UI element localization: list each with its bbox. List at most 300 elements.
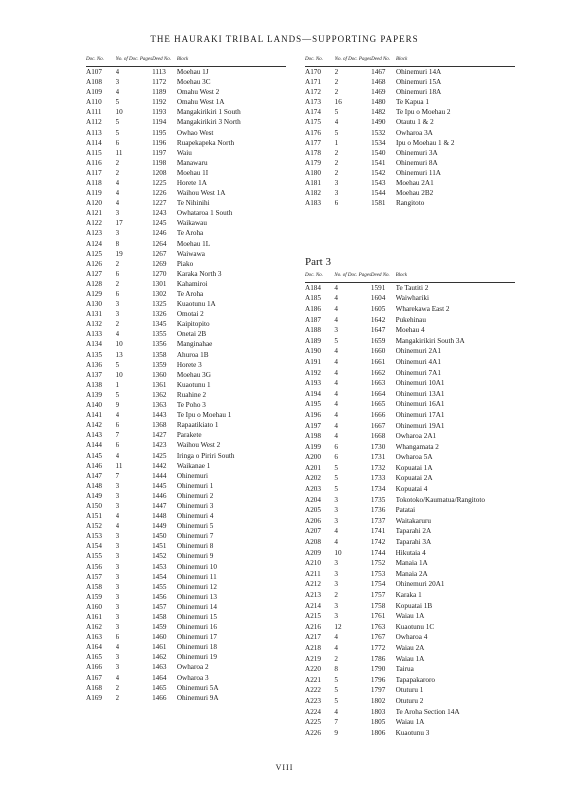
doc-pages-cell: 4 [334, 400, 338, 409]
doc-no-cell: A199 [305, 442, 321, 451]
block-cell: Ruapekapeka North [176, 138, 235, 147]
doc-pages-cell: 5 [334, 485, 338, 494]
table-row [305, 97, 515, 107]
deed-table-right [305, 56, 515, 208]
doc-no-cell: A179 [305, 158, 321, 167]
doc-pages-cell: 17 [115, 219, 123, 228]
doc-pages-cell: 6 [334, 199, 339, 208]
table-row [305, 367, 515, 378]
doc-pages-cell: 4 [115, 178, 120, 187]
deed-no-cell: 1194 [152, 118, 167, 127]
block-cell: Te Aroha [176, 290, 204, 299]
table-row [86, 491, 286, 501]
block-cell: Waitakaruru [395, 516, 431, 525]
doc-pages-cell: 4 [115, 673, 120, 682]
doc-no-cell: A152 [86, 522, 102, 531]
doc-pages-cell: 6 [334, 453, 338, 462]
block-cell: Ohinemuri [176, 471, 208, 480]
deed-no-cell: 1450 [152, 532, 167, 541]
block-cell: Otuturu 2 [395, 696, 424, 705]
table-row [305, 526, 515, 537]
doc-pages-cell: 3 [115, 300, 120, 309]
doc-pages-cell: 2 [115, 158, 120, 167]
block-cell: Tairua [395, 665, 414, 674]
block-cell: Owharoa 5A [395, 453, 433, 462]
doc-no-header: Doc. No. [86, 56, 116, 67]
block-cell: Ohinemuri 4 [176, 512, 214, 521]
doc-no-cell: A137 [86, 370, 102, 379]
deed-table-left [86, 56, 286, 703]
block-cell: Rangitoto [395, 199, 425, 208]
table-row [305, 643, 515, 654]
doc-pages-cell: 4 [115, 643, 120, 652]
deed-no-cell: 1659 [370, 336, 386, 345]
deed-no-cell: 1345 [152, 320, 167, 329]
table-row [305, 127, 515, 137]
doc-pages-cell: 1 [334, 138, 339, 147]
doc-pages-cell: 10 [115, 108, 123, 117]
deed-no-cell: 1662 [370, 368, 386, 377]
doc-pages-cell: 4 [334, 389, 338, 398]
deed-no-cell: 1647 [370, 326, 386, 335]
doc-no-cell: A144 [86, 441, 102, 450]
table-row [305, 335, 515, 346]
doc-no-cell: A118 [86, 178, 102, 187]
deed-no-cell: 1442 [152, 461, 167, 470]
block-cell: Rapaatikiato 1 [176, 421, 219, 430]
deed-no-cell: 1767 [370, 633, 386, 642]
block-cell: Ohinemuri 19 [176, 653, 217, 662]
doc-pages-cell: 3 [115, 592, 120, 601]
deed-no-cell: 1534 [371, 138, 386, 147]
table-row [305, 632, 515, 643]
deed-no-cell: 1264 [152, 239, 167, 248]
doc-pages-cell: 7 [115, 431, 120, 440]
doc-no-cell: A159 [86, 592, 102, 601]
deed-no-header: Deed No. [152, 56, 177, 67]
deed-no-cell: 1195 [152, 128, 167, 137]
block-cell: Moehau 2B2 [395, 189, 434, 198]
block-cell: Kuaotunu 1C [395, 622, 435, 631]
doc-pages-cell: 5 [334, 128, 339, 137]
deed-no-cell: 1733 [370, 474, 386, 483]
block-cell: Ohinemuri 8A [395, 158, 438, 167]
table-row [305, 77, 515, 87]
block-cell: Horete 1A [176, 178, 207, 187]
block-cell: Te Aroha Section 14A [395, 707, 460, 716]
block-cell: Kaipitopito [176, 320, 210, 329]
deed-no-cell: 1447 [152, 501, 167, 510]
deed-no-cell: 1735 [370, 495, 386, 504]
table-row [305, 579, 515, 590]
block-cell: Owhataroa 1 South [176, 209, 233, 218]
table-row [86, 501, 286, 511]
block-cell: Otuturu 1 [395, 686, 424, 695]
doc-pages-cell: 13 [115, 350, 123, 359]
doc-pages-cell: 6 [115, 269, 120, 278]
block-cell: Ohinemuri 16 [176, 623, 217, 632]
deed-no-cell: 1363 [152, 401, 167, 410]
block-cell: Waihou West 2 [176, 441, 221, 450]
table-row [86, 77, 286, 87]
doc-no-cell: A194 [305, 389, 321, 398]
block-cell: Ohinemuri 11A [395, 168, 441, 177]
doc-pages-cell: 3 [334, 601, 338, 610]
deed-no-cell: 1448 [152, 512, 167, 521]
block-cell: Omahu West 2 [176, 88, 220, 97]
table-row [86, 531, 286, 541]
block-cell: Taparahi 3A [395, 538, 432, 547]
doc-no-cell: A219 [305, 654, 321, 663]
doc-pages-cell: 11 [115, 461, 123, 470]
table-row [305, 158, 515, 168]
doc-pages-cell: 4 [334, 379, 338, 388]
block-cell: Kopuatai 1A [395, 463, 433, 472]
block-cell: Ohinemuri 14 [176, 602, 217, 611]
doc-no-cell: A150 [86, 501, 102, 510]
doc-no-cell: A222 [305, 686, 321, 695]
table-row [305, 431, 515, 442]
deed-no-cell: 1540 [371, 148, 386, 157]
block-cell: Manginahae [176, 340, 213, 349]
doc-no-cell: A214 [305, 601, 321, 610]
table-row [305, 293, 515, 304]
doc-pages-cell: 10 [115, 370, 123, 379]
table-row [86, 450, 286, 460]
table-row [305, 441, 515, 452]
right-column [305, 56, 515, 208]
deed-no-cell: 1459 [152, 623, 167, 632]
table-row [86, 148, 286, 158]
table-row [86, 370, 286, 380]
block-cell: Mangakirikiri South 3A [395, 336, 465, 345]
deed-no-cell: 1667 [370, 421, 386, 430]
table-row [305, 117, 515, 127]
doc-no-cell: A204 [305, 495, 321, 504]
table-row [86, 471, 286, 481]
block-cell: Owharoa 2 [176, 663, 209, 672]
deed-no-cell: 1455 [152, 582, 167, 591]
block-cell: Iringa o Piriri South [176, 451, 235, 460]
left-rows [86, 67, 286, 703]
table-row [86, 572, 286, 582]
doc-no-cell: A117 [86, 168, 102, 177]
deed-no-cell: 1423 [152, 441, 167, 450]
doc-pages-cell: 4 [334, 527, 338, 536]
doc-pages-cell: 6 [115, 421, 120, 430]
doc-pages-cell: 7 [334, 718, 338, 727]
block-cell: Moehau 1L [176, 239, 211, 248]
deed-no-cell: 1737 [370, 516, 386, 525]
block-cell: Mangakirikiri 1 South [176, 108, 241, 117]
doc-pages-cell: 4 [115, 199, 120, 208]
table-row [86, 481, 286, 491]
deed-no-cell: 1245 [152, 219, 167, 228]
block-cell: Ohinemuri 10A1 [395, 379, 445, 388]
block-cell: Ruahine 2 [176, 390, 207, 399]
deed-no-cell: 1665 [370, 400, 386, 409]
doc-pages-cell: 4 [334, 643, 338, 652]
block-cell: Manawaru [176, 158, 208, 167]
doc-pages-cell: 4 [334, 410, 338, 419]
doc-no-cell: A121 [86, 209, 102, 218]
block-cell: Omotai 2 [176, 310, 204, 319]
doc-no-cell: A203 [305, 485, 321, 494]
deed-no-cell: 1227 [152, 199, 167, 208]
doc-pages-header: No. of Doc. Pages [335, 56, 372, 67]
doc-pages-cell: 6 [115, 138, 120, 147]
table-row [86, 228, 286, 238]
deed-no-cell: 1467 [371, 68, 386, 76]
block-cell: Ohinemuri 1 [176, 481, 214, 490]
deed-no-cell: 1445 [152, 481, 167, 490]
part-3-heading: Part 3 [305, 256, 331, 268]
table-row [86, 198, 286, 208]
doc-pages-cell: 4 [334, 633, 338, 642]
table-row [86, 511, 286, 521]
block-cell: Ohinemuri 2A1 [395, 347, 441, 356]
block-cell: Kopuatai 1B [395, 601, 433, 610]
doc-no-cell: A155 [86, 552, 102, 561]
block-cell: Ohinemuri 13 [176, 592, 217, 601]
doc-pages-cell: 6 [334, 442, 338, 451]
block-header: Block [396, 56, 515, 67]
table-row [305, 727, 515, 738]
deed-no-cell: 1368 [152, 421, 167, 430]
block-cell: Te Aroha [176, 229, 204, 238]
doc-no-cell: A125 [86, 249, 102, 258]
doc-no-cell: A202 [305, 474, 321, 483]
block-cell: Ohinemuri 18A [395, 88, 442, 97]
block-cell: Ohinemuri 15 [176, 613, 217, 622]
doc-no-cell: A115 [86, 148, 102, 157]
doc-pages-cell: 6 [115, 290, 120, 299]
deed-no-cell: 1786 [370, 654, 386, 663]
doc-no-cell: A189 [305, 336, 321, 345]
doc-pages-cell: 5 [115, 360, 120, 369]
doc-no-cell: A205 [305, 506, 321, 515]
doc-no-cell: A114 [86, 138, 102, 147]
doc-no-cell: A142 [86, 421, 102, 430]
doc-pages-cell: 2 [115, 259, 120, 268]
doc-no-cell: A119 [86, 189, 102, 198]
block-cell: Waikawau [176, 219, 207, 228]
table-row [86, 117, 286, 127]
table-row [86, 380, 286, 390]
doc-no-cell: A120 [86, 199, 102, 208]
table-row [86, 279, 286, 289]
doc-no-cell: A138 [86, 380, 102, 389]
deed-no-cell: 1446 [152, 491, 167, 500]
doc-no-header: Doc. No. [305, 56, 335, 67]
doc-pages-cell: 8 [334, 665, 338, 674]
doc-no-cell: A162 [86, 623, 102, 632]
doc-no-cell: A182 [305, 189, 321, 198]
table-row [86, 602, 286, 612]
left-column [86, 56, 286, 703]
doc-pages-cell: 7 [115, 471, 120, 480]
deed-no-cell: 1761 [370, 612, 386, 621]
doc-pages-cell: 4 [334, 347, 338, 356]
doc-no-cell: A223 [305, 696, 321, 705]
deed-no-cell: 1425 [152, 451, 167, 460]
deed-no-cell: 1790 [370, 665, 386, 674]
table-row [305, 198, 515, 208]
deed-no-cell: 1663 [370, 379, 386, 388]
doc-pages-cell: 3 [115, 532, 120, 541]
deed-no-cell: 1736 [370, 506, 386, 515]
block-cell: Ohinemuri 13A1 [395, 389, 445, 398]
doc-no-cell: A109 [86, 88, 102, 97]
table-row [305, 452, 515, 463]
table-row [305, 138, 515, 148]
deed-no-cell: 1753 [370, 569, 386, 578]
doc-pages-cell: 3 [115, 78, 120, 87]
table-row [86, 309, 286, 319]
deed-no-cell: 1458 [152, 613, 167, 622]
deed-no-cell: 1605 [370, 304, 386, 313]
table-row [305, 188, 515, 198]
doc-no-cell: A156 [86, 562, 102, 571]
table-row [305, 378, 515, 389]
table-row [305, 399, 515, 410]
table-row [86, 350, 286, 360]
deed-no-cell: 1468 [371, 78, 386, 87]
doc-pages-header: No. of Doc. Pages [116, 56, 153, 67]
block-cell: Piako [176, 259, 194, 268]
table-row [305, 148, 515, 158]
table-row [305, 717, 515, 728]
doc-no-cell: A206 [305, 516, 321, 525]
block-cell: Ohinemuri 3A [395, 148, 438, 157]
deed-no-cell: 1189 [152, 88, 167, 97]
deed-no-cell: 1456 [152, 592, 167, 601]
table-row [86, 592, 286, 602]
table-row [305, 314, 515, 325]
doc-pages-cell: 3 [334, 189, 339, 198]
doc-pages-cell: 5 [334, 463, 338, 472]
table-row [86, 430, 286, 440]
doc-no-cell: A200 [305, 453, 321, 462]
table-row [86, 127, 286, 137]
block-cell: Te Tautiti 2 [395, 284, 429, 293]
doc-no-cell: A225 [305, 718, 321, 727]
doc-no-cell: A217 [305, 633, 321, 642]
doc-pages-cell: 4 [115, 522, 120, 531]
block-cell: Kuaotunu 3 [395, 728, 430, 737]
table-row [305, 388, 515, 399]
doc-pages-cell: 2 [334, 148, 339, 157]
doc-pages-cell: 4 [334, 284, 338, 293]
table-row [86, 673, 286, 683]
table-row [86, 390, 286, 400]
block-cell: Te Kapua 1 [395, 98, 429, 107]
doc-pages-cell: 3 [115, 542, 120, 551]
deed-no-cell: 1480 [371, 98, 386, 107]
right-rows [305, 67, 515, 209]
doc-no-cell: A128 [86, 279, 102, 288]
doc-no-cell: A139 [86, 390, 102, 399]
table-row [86, 652, 286, 662]
deed-no-cell: 1763 [370, 622, 386, 631]
deed-no-cell: 1301 [152, 279, 167, 288]
table-row [305, 67, 515, 78]
doc-no-cell: A124 [86, 239, 102, 248]
deed-no-cell: 1444 [152, 471, 167, 480]
table-row [86, 249, 286, 259]
table-row [86, 632, 286, 642]
deed-no-cell: 1196 [152, 138, 167, 147]
block-cell: Ipu o Moehau 1 & 2 [395, 138, 455, 147]
table-row [86, 420, 286, 430]
table-row [86, 299, 286, 309]
doc-pages-cell: 3 [115, 653, 120, 662]
doc-no-cell: A185 [305, 294, 321, 303]
doc-no-cell: A169 [86, 693, 102, 702]
deed-no-cell: 1226 [152, 189, 167, 198]
doc-pages-cell: 9 [334, 728, 338, 737]
deed-no-cell: 1462 [152, 653, 167, 662]
doc-no-cell: A221 [305, 675, 321, 684]
deed-no-cell: 1198 [152, 158, 167, 167]
block-header: Block [396, 272, 515, 283]
table-row [305, 178, 515, 188]
doc-pages-cell: 6 [115, 441, 120, 450]
block-cell: Ohinemuri 2 [176, 491, 214, 500]
deed-no-cell: 1731 [370, 453, 386, 462]
block-cell: Ohinemuri 19A1 [395, 421, 445, 430]
doc-pages-cell: 3 [115, 663, 120, 672]
doc-no-cell: A211 [305, 569, 321, 578]
deed-no-cell: 1752 [370, 559, 386, 568]
table-row [305, 685, 515, 696]
deed-table-part-3 [305, 272, 515, 738]
doc-no-cell: A170 [305, 68, 321, 76]
block-cell: Ohinemuri 4A1 [395, 357, 441, 366]
deed-no-cell: 1664 [370, 389, 386, 398]
block-cell: Ohinemuri 16A1 [395, 400, 445, 409]
doc-pages-cell: 4 [334, 421, 338, 430]
doc-no-cell: A196 [305, 410, 321, 419]
part-3-rows [305, 283, 515, 739]
deed-no-cell: 1591 [370, 284, 386, 293]
doc-pages-cell: 2 [115, 168, 120, 177]
deed-no-cell: 1362 [152, 390, 167, 399]
block-cell: Kahamiroi [176, 279, 208, 288]
deed-no-cell: 1355 [152, 330, 167, 339]
block-cell: Waiwhariki [395, 294, 429, 303]
table-row [86, 360, 286, 370]
doc-no-cell: A188 [305, 326, 321, 335]
doc-no-cell: A193 [305, 379, 321, 388]
table-row [86, 693, 286, 703]
table-row [305, 706, 515, 717]
deed-no-cell: 1208 [152, 168, 167, 177]
table-row [305, 547, 515, 558]
doc-no-cell: A164 [86, 643, 102, 652]
block-cell: Ohinemuri 12 [176, 582, 217, 591]
doc-pages-cell: 4 [115, 330, 120, 339]
block-cell: Ohinemuri 14A [395, 68, 442, 76]
table-row [86, 683, 286, 693]
table-row [86, 178, 286, 188]
table-row [305, 516, 515, 527]
block-cell: Owharoa 3 [176, 673, 209, 682]
deed-no-header: Deed No. [371, 272, 396, 283]
table-row [305, 611, 515, 622]
doc-no-cell: A127 [86, 269, 102, 278]
deed-no-cell: 1465 [152, 683, 167, 692]
